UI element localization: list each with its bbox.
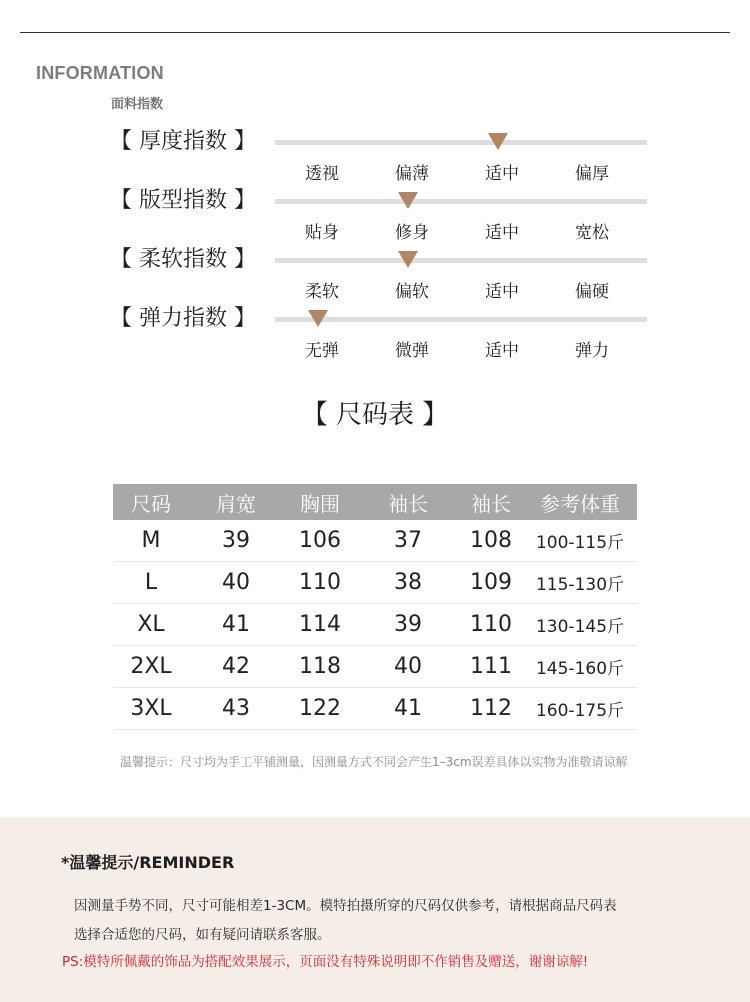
table-cell: M [113, 520, 189, 562]
top-divider [20, 32, 730, 33]
index-marker [398, 192, 418, 209]
column-header: 参考体重 [523, 484, 637, 520]
index-option: 贴身 [305, 223, 339, 243]
index-option: 无弹 [305, 341, 339, 361]
index-row-softness [0, 246, 750, 306]
column-header: 胸围 [283, 484, 357, 520]
reminder-title: *温馨提示/REMINDER [61, 853, 235, 872]
index-option: 适中 [485, 341, 519, 361]
measurement-note: 温馨提示：尺寸均为手工平铺测量，因测量方式不同会产生1–3cm误差具体以实物为准敬请谅解 [120, 755, 628, 769]
index-row-thickness [0, 128, 750, 188]
index-option: 适中 [485, 223, 519, 243]
index-option: 偏硬 [575, 282, 609, 302]
table-cell: 2XL [113, 646, 189, 688]
table-row [113, 562, 637, 604]
index-marker [398, 251, 418, 268]
index-row-elasticity [0, 305, 750, 365]
table-cell: 43 [189, 688, 283, 730]
table-cell: 110 [459, 604, 523, 646]
table-cell: 3XL [113, 688, 189, 730]
table-cell: 115-130斤 [523, 562, 637, 604]
index-row-fit [0, 187, 750, 247]
index-label: 【 厚度指数 】 [110, 129, 256, 154]
index-track [275, 258, 647, 263]
table-row [113, 604, 637, 646]
table-header-row [113, 484, 637, 520]
table-cell: 41 [357, 688, 459, 730]
table-cell: 130-145斤 [523, 604, 637, 646]
index-track [275, 317, 647, 322]
table-cell: 41 [189, 604, 283, 646]
index-label: 【 弹力指数 】 [110, 306, 256, 331]
size-chart-title: 【 尺码表 】 [301, 400, 449, 430]
index-marker [488, 133, 508, 150]
reminder-line: 选择合适您的尺码，如有疑问请联系客服。 [74, 927, 331, 943]
index-option: 柔软 [305, 282, 339, 302]
index-track [275, 199, 647, 204]
index-label: 【 版型指数 】 [110, 188, 256, 213]
section-title: INFORMATION [36, 63, 164, 83]
table-row [113, 688, 637, 730]
reminder-panel [0, 817, 750, 1002]
index-option: 偏厚 [575, 164, 609, 184]
table-cell: L [113, 562, 189, 604]
index-option: 透视 [305, 164, 339, 184]
reminder-ps: PS:模特所佩戴的饰品为搭配效果展示，页面没有特殊说明即不作销售及赠送，谢谢谅解! [62, 954, 589, 970]
table-cell: 111 [459, 646, 523, 688]
table-cell: 106 [283, 520, 357, 562]
table-cell: 39 [357, 604, 459, 646]
table-cell: 114 [283, 604, 357, 646]
table-row [113, 520, 637, 562]
column-header: 袖长 [459, 484, 523, 520]
index-label: 【 柔软指数 】 [110, 247, 256, 272]
table-cell: 118 [283, 646, 357, 688]
table-cell: 100-115斤 [523, 520, 637, 562]
index-option: 偏薄 [395, 164, 429, 184]
table-cell: 40 [189, 562, 283, 604]
index-option: 适中 [485, 282, 519, 302]
table-cell: XL [113, 604, 189, 646]
index-option: 弹力 [575, 341, 609, 361]
table-cell: 40 [357, 646, 459, 688]
table-cell: 160-175斤 [523, 688, 637, 730]
index-option: 宽松 [575, 223, 609, 243]
column-header: 尺码 [113, 484, 189, 520]
index-option: 微弹 [395, 341, 429, 361]
index-option: 适中 [485, 164, 519, 184]
table-cell: 145-160斤 [523, 646, 637, 688]
table-row [113, 646, 637, 688]
size-table [113, 484, 637, 730]
table-cell: 39 [189, 520, 283, 562]
table-cell: 122 [283, 688, 357, 730]
index-track [275, 140, 647, 145]
table-cell: 109 [459, 562, 523, 604]
index-option: 修身 [395, 223, 429, 243]
column-header: 肩宽 [189, 484, 283, 520]
table-cell: 38 [357, 562, 459, 604]
index-option: 偏软 [395, 282, 429, 302]
reminder-line: 因测量手势不同，尺寸可能相差1-3CM。模特拍摄所穿的尺码仅供参考，请根据商品尺码表 [74, 898, 617, 914]
table-cell: 110 [283, 562, 357, 604]
table-cell: 42 [189, 646, 283, 688]
table-cell: 37 [357, 520, 459, 562]
section-subtitle: 面料指数 [111, 97, 164, 112]
table-cell: 112 [459, 688, 523, 730]
table-cell: 108 [459, 520, 523, 562]
index-marker [308, 310, 328, 327]
column-header: 袖长 [357, 484, 459, 520]
